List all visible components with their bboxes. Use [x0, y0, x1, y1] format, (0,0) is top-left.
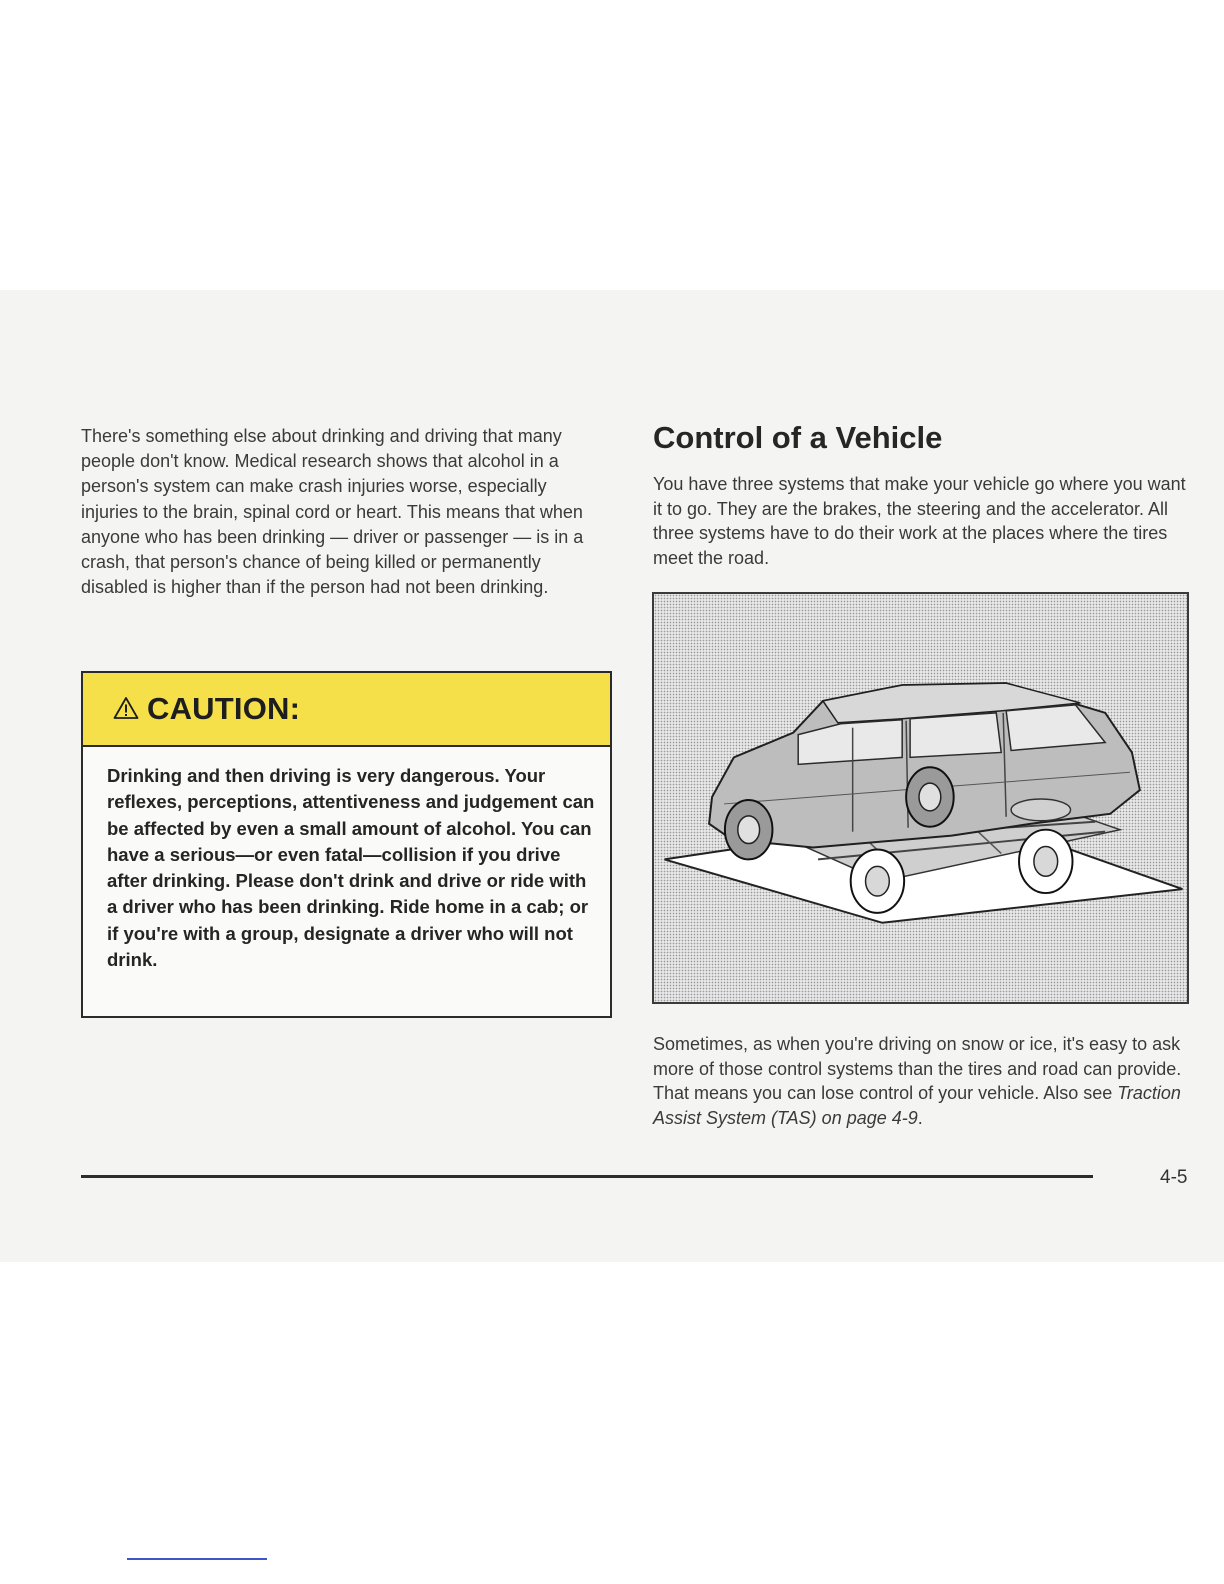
caution-title: CAUTION: — [147, 691, 301, 726]
caution-box — [81, 671, 612, 1018]
traction-assist-reference: Traction Assist System (TAS) on page 4-9 — [653, 1083, 1181, 1128]
section-title: Control of a Vehicle — [653, 420, 943, 455]
caution-header — [83, 673, 610, 747]
section-paragraph: You have three systems that make your vehicle go where you want it to go. They are the brakes, the steering and the accelerator. All three systems have to do their work at the places where the tires meet the road. — [653, 474, 1186, 568]
lower-rear-wheel — [1019, 830, 1072, 893]
closing-paragraph-text: Sometimes, as when you're driving on snow or ice, it's easy to ask more of those control systems than the tires and road can provide. That means you can lose control of your vehicle. Also see — [653, 1034, 1182, 1104]
caution-body: Drinking and then driving is very dangerous. Your reflexes, perceptions, attentiveness and judgement can be affected by even a small amount of alcohol. You can have a serious—or even fatal—collision if you drive after drinking. Please don't drink and drive or ride with a driver who has been drinking. Ride home in a cab; or if you're with a group, designate a driver who will not drink. — [107, 765, 595, 971]
closing-paragraph-end: . — [917, 1107, 923, 1128]
page-number: 4-5 — [1160, 1167, 1188, 1188]
closing-paragraph — [653, 1032, 1193, 1130]
footer-rule — [81, 1175, 1093, 1178]
lower-front-wheel — [851, 849, 904, 912]
link-underline[interactable] — [127, 1558, 267, 1560]
vehicle-illustration — [652, 592, 1189, 1004]
warning-triangle-icon — [113, 696, 139, 720]
front-wheel — [725, 800, 773, 859]
intro-paragraph: There's something else about drinking and driving that many people don't know. Medical research shows that alcohol in a person's system can make crash injuries worse, especially injuries to the brain, spinal cord or heart. This means that when anyone who has been drinking — driver or passenger — is in a crash, that person's chance of being killed or permanently disabled is higher than if the person had not been drinking. — [81, 426, 584, 598]
vehicle-on-road-plane-illustration — [654, 594, 1187, 1002]
rear-wheel — [906, 767, 954, 826]
